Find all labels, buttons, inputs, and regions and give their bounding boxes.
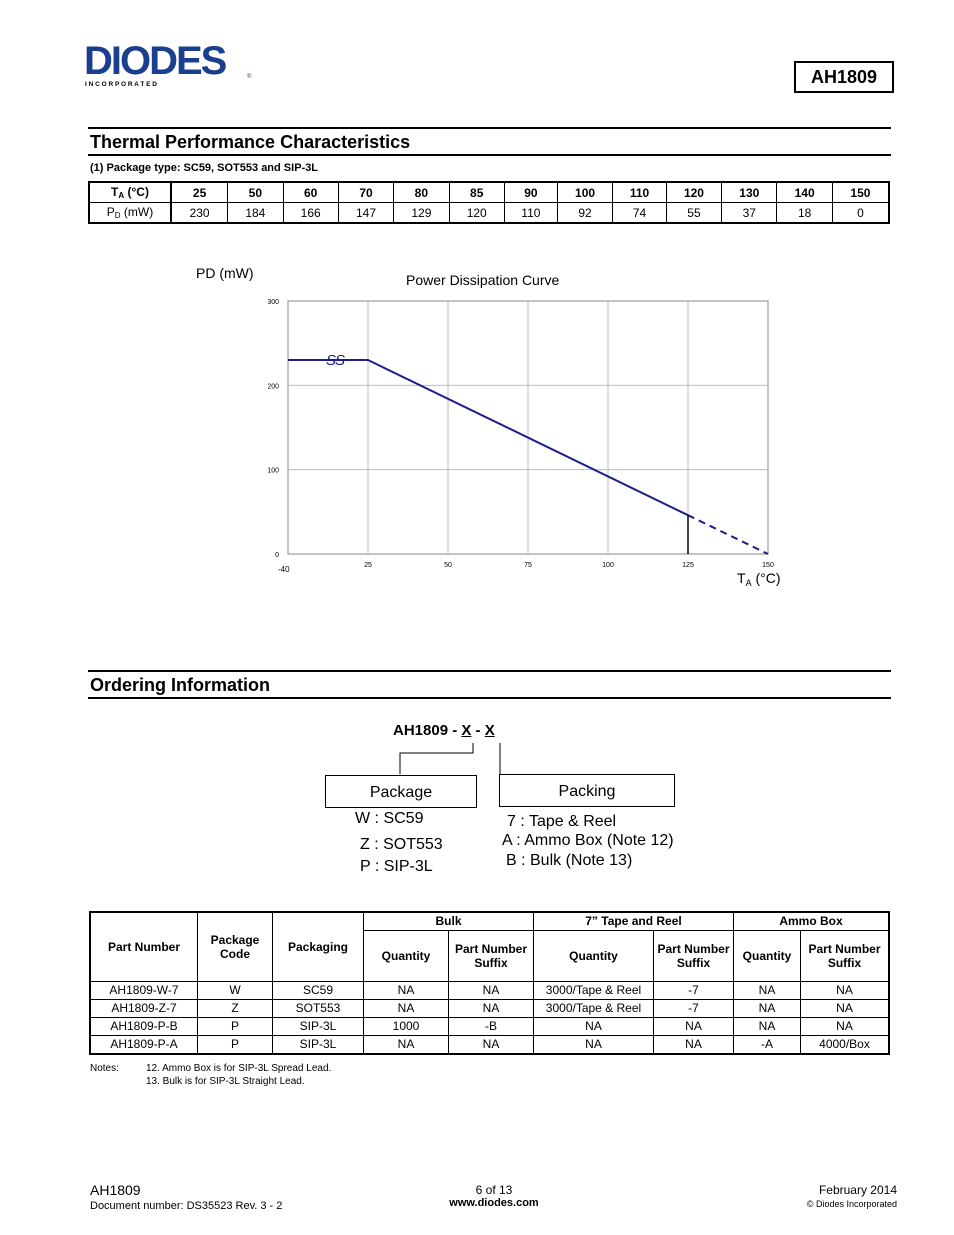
table-row — [90, 1017, 889, 1035]
header-suffix: Part Number Suffix — [654, 930, 734, 981]
table-cell: NA — [449, 981, 534, 999]
notes-label: Notes: — [90, 1063, 119, 1074]
ordering-section-title: Ordering Information — [90, 675, 270, 695]
table-cell: P — [198, 1017, 273, 1035]
table-cell: NA — [654, 1035, 734, 1054]
y-tick-label: 100 — [267, 467, 279, 475]
package-type-note: (1) Package type: SC59, SOT553 and SIP-3L — [90, 162, 319, 174]
x-tick-label: 100 — [602, 562, 614, 569]
axis-break-marker: SS — [326, 352, 345, 370]
diodes-logo — [84, 42, 254, 88]
table-cell: NA — [801, 981, 890, 999]
power-cell: 120 — [449, 203, 504, 224]
table-cell: NA — [734, 981, 801, 999]
package-connector — [400, 743, 473, 774]
temp-cell: 100 — [557, 182, 612, 203]
table-row — [90, 981, 889, 999]
header-quantity: Quantity — [534, 930, 654, 981]
packing-option: B : Bulk (Note 13) — [506, 852, 633, 869]
pd-label: P — [106, 205, 115, 219]
x-tick-label: 25 — [364, 562, 372, 569]
x-tick-label: 75 — [524, 562, 532, 569]
table-cell: -7 — [654, 999, 734, 1017]
ta-label: T — [111, 185, 119, 199]
ordering-rule-bottom — [88, 697, 891, 699]
table-cell: NA — [654, 1017, 734, 1035]
xlabel-sub: A — [745, 578, 752, 588]
temp-cell: 120 — [666, 182, 721, 203]
temp-cell: 130 — [722, 182, 777, 203]
table-cell: -A — [734, 1035, 801, 1054]
power-cell: 55 — [666, 203, 721, 224]
power-cell: 166 — [283, 203, 338, 224]
package-option: Z : SOT553 — [360, 836, 443, 853]
table-cell: 4000/Box — [801, 1035, 890, 1054]
power-cell: 18 — [777, 203, 832, 224]
table-cell: SIP-3L — [273, 1035, 364, 1054]
header-quantity: Quantity — [734, 930, 801, 981]
pd-label-unit: (mW) — [120, 205, 154, 219]
ordering-connectors — [390, 740, 510, 776]
table-cell: SC59 — [273, 981, 364, 999]
table-cell: Z — [198, 999, 273, 1017]
table-cell: SOT553 — [273, 999, 364, 1017]
power-cell: 74 — [613, 203, 667, 224]
table-cell: AH1809-Z-7 — [90, 999, 198, 1017]
packing-option: 7 : Tape & Reel — [507, 813, 617, 830]
ordering-rule-top — [88, 670, 891, 672]
temp-cell: 150 — [832, 182, 889, 203]
power-dissipation-chart — [180, 258, 800, 598]
x-tick-label: 125 — [682, 562, 694, 569]
header-part-number: Part Number — [90, 912, 198, 981]
x-start-label: -40 — [278, 565, 290, 574]
table-cell: 1000 — [364, 1017, 449, 1035]
table-row — [90, 1035, 889, 1054]
x-tick-label: 150 — [762, 562, 774, 569]
table-row — [90, 999, 889, 1017]
table-cell: NA — [364, 999, 449, 1017]
table-cell: NA — [534, 1017, 654, 1035]
footer-page: 6 of 13 — [475, 1183, 513, 1197]
temp-cell: 80 — [394, 182, 449, 203]
header-quantity: Quantity — [364, 930, 449, 981]
table-cell: NA — [734, 1017, 801, 1035]
table-cell: AH1809-P-A — [90, 1035, 198, 1054]
temp-cell: 90 — [504, 182, 557, 203]
note-item: 12. Ammo Box is for SIP-3L Spread Lead. — [146, 1063, 332, 1074]
temperature-row — [89, 182, 889, 203]
table-cell: -B — [449, 1017, 534, 1035]
pd-label-sub: D — [114, 211, 121, 220]
y-tick-label: 200 — [267, 383, 279, 391]
derating-curve-extrapolated — [688, 515, 768, 554]
table-cell: NA — [449, 1035, 534, 1054]
note-item: 13. Bulk is for SIP-3L Straight Lead. — [146, 1076, 305, 1087]
temp-cell: 50 — [228, 182, 283, 203]
footer-copyright: © Diodes Incorporated — [806, 1199, 897, 1209]
footer-doc-number: Document number: DS35523 Rev. 3 - 2 — [90, 1200, 283, 1212]
temperature-row-label — [89, 182, 171, 203]
logo-wordmark: DIODES — [84, 42, 226, 83]
xlabel-main: T — [737, 570, 746, 586]
package-box: Package — [325, 775, 477, 808]
ordering-code — [393, 722, 495, 739]
footer-url[interactable]: www.diodes.com — [449, 1197, 539, 1209]
power-row-label — [89, 203, 171, 224]
table-cell: -7 — [654, 981, 734, 999]
thermal-section-title: Thermal Performance Characteristics — [90, 132, 411, 152]
table-cell: NA — [534, 1035, 654, 1054]
table-cell: AH1809-P-B — [90, 1017, 198, 1035]
header-bulk: Bulk — [364, 912, 534, 930]
table-cell: NA — [449, 999, 534, 1017]
temp-cell: 140 — [777, 182, 832, 203]
ordering-header-row — [90, 912, 889, 930]
power-cell: 92 — [557, 203, 612, 224]
package-option: P : SIP-3L — [360, 858, 433, 875]
chart-grid — [288, 301, 768, 554]
header-package-code: Package Code — [198, 912, 273, 981]
power-cell: 184 — [228, 203, 283, 224]
x-tick-label: 50 — [444, 562, 452, 569]
y-tick-label: 0 — [275, 552, 279, 559]
temp-cell: 85 — [449, 182, 504, 203]
chart-xlabel — [737, 570, 781, 588]
header-packaging: Packaging — [273, 912, 364, 981]
chart-title: Power Dissipation Curve — [406, 272, 560, 288]
table-cell: NA — [364, 1035, 449, 1054]
temp-cell: 70 — [338, 182, 393, 203]
table-cell: SIP-3L — [273, 1017, 364, 1035]
code-prefix: AH1809 - — [393, 722, 462, 739]
package-option: W : SC59 — [355, 810, 424, 827]
header-suffix: Part Number Suffix — [801, 930, 890, 981]
power-cell: 110 — [504, 203, 557, 224]
part-number-box: AH1809 — [794, 61, 894, 93]
temp-cell: 25 — [171, 182, 228, 203]
derating-curve — [288, 360, 688, 515]
xlabel-unit: (°C) — [751, 570, 781, 586]
header-tape-reel: 7” Tape and Reel — [534, 912, 734, 930]
table-cell: NA — [801, 999, 890, 1017]
section-rule-top — [88, 127, 891, 129]
power-cell: 147 — [338, 203, 393, 224]
power-cell: 37 — [722, 203, 777, 224]
diodes-logo-graphic — [84, 42, 254, 88]
chart-svg — [180, 258, 800, 598]
packing-option: A : Ammo Box (Note 12) — [502, 832, 674, 849]
temp-cell: 60 — [283, 182, 338, 203]
code-separator: - — [471, 722, 485, 739]
section-rule-bottom — [88, 154, 891, 156]
thermal-table — [88, 181, 890, 224]
header-suffix: Part Number Suffix — [449, 930, 534, 981]
y-tick-label: 300 — [267, 299, 279, 306]
header-ammo-box: Ammo Box — [734, 912, 890, 930]
table-cell: P — [198, 1035, 273, 1054]
ta-label-sub: A — [118, 191, 125, 200]
table-cell: 3000/Tape & Reel — [534, 999, 654, 1017]
table-cell: AH1809-W-7 — [90, 981, 198, 999]
chart-ylabel: PD (mW) — [196, 265, 254, 281]
registered-mark: ® — [247, 74, 252, 80]
ta-label-unit: (°C) — [124, 185, 149, 199]
table-cell: NA — [801, 1017, 890, 1035]
power-cell: 230 — [171, 203, 228, 224]
code-packing-x: X — [484, 722, 495, 739]
table-cell: W — [198, 981, 273, 999]
power-cell: 129 — [394, 203, 449, 224]
table-cell: 3000/Tape & Reel — [534, 981, 654, 999]
footer-part: AH1809 — [90, 1182, 141, 1198]
packing-box: Packing — [499, 774, 675, 807]
power-cell: 0 — [832, 203, 889, 224]
code-package-x: X — [461, 722, 472, 739]
footer-date: February 2014 — [818, 1183, 897, 1197]
temp-cell: 110 — [613, 182, 667, 203]
table-cell: NA — [734, 999, 801, 1017]
logo-tagline: I N C O R P O R A T E D — [85, 81, 157, 88]
ordering-table — [89, 911, 890, 1055]
table-cell: NA — [364, 981, 449, 999]
power-row — [89, 203, 889, 224]
